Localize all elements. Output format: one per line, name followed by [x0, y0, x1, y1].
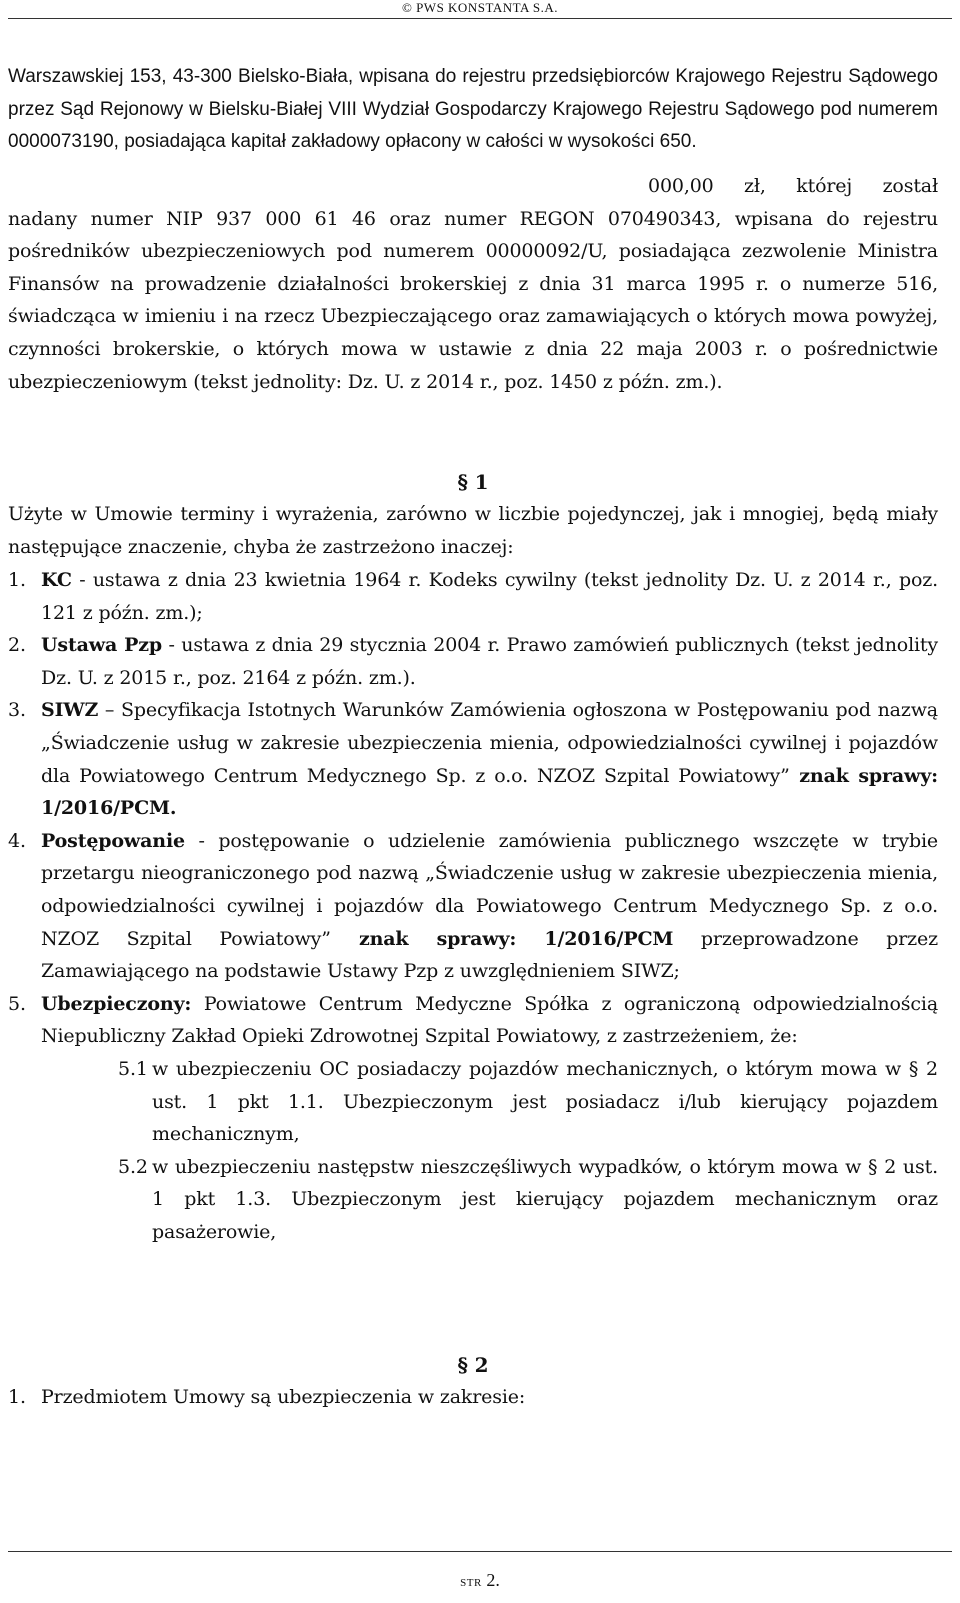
- item-body: [41, 564, 938, 629]
- section-2-list: [8, 1381, 938, 1414]
- item-case-number: znak sprawy: 1/2016/PCM.: [41, 764, 938, 820]
- item-text: – Specyfikacja Istotnych Warunków Zamówienia ogłoszona w Postępowaniu pod nazwą „Świadczenie usług w zakresie ubezpieczenia mienia, odpowiedzialności cywilnej i pojazdów dla Powiatowego Centrum Medycznego Sp. z o.o. NZOZ Szpital Powiatowy”: [41, 699, 938, 787]
- footer-divider: [8, 1551, 952, 1552]
- item-text-tail: przeprowadzone przez Zamawiającego na podstawie Ustawy Pzp z uwzględnieniem SIWZ;: [41, 927, 938, 983]
- sub-item-number: 5.2: [118, 1155, 148, 1178]
- item-case-number: znak sprawy: 1/2016/PCM: [330, 927, 674, 950]
- sub-item-text: w ubezpieczeniu następstw nieszczęśliwych wypadków, o którym mowa w § 2 ust. 1 pkt 1.3. Ubezpieczonym jest kierujący pojazdem mechanicznym oraz pasażerowie,: [152, 1155, 938, 1243]
- list-item: [8, 629, 938, 694]
- item-number: 2.: [8, 634, 26, 657]
- item-number: 3.: [8, 699, 26, 722]
- page-footer: [0, 1570, 960, 1591]
- item-number: 4.: [8, 829, 26, 852]
- item-body: [41, 694, 938, 824]
- item-term: KC: [41, 569, 72, 591]
- item-text: Przedmiotem Umowy są ubezpieczenia w zakresie:: [41, 1386, 526, 1408]
- item-term: Ustawa Pzp: [41, 634, 163, 657]
- intro-part1: Warszawskiej 153, 43-300 Bielsko-Biała, wpisana do rejestru przedsiębiorców Krajowego Rejestru Sądowego przez Sąd Rejonowy w Bielsku-Białej VIII Wydział Gospodarczy Krajowego Rejestru Sądowego pod numerem 0000073190, posiadająca kapitał zakładowy opłacony w całości w wysokości 650.: [8, 66, 938, 153]
- list-item: [8, 694, 938, 824]
- item-number: 5.: [8, 992, 26, 1015]
- item-text: - postępowanie o udzielenie zamówienia publicznego wszczęte w trybie przetargu nieograniczonego pod nazwą „Świadczenie usług w zakresie ubezpieczenia mienia, odpowiedzialności cywilnej i pojazdów dla Powiatowego Centrum Medycznego Sp. z o.o. NZOZ Szpital Powiatowy”: [41, 829, 938, 950]
- sub-list-item: [118, 1053, 938, 1151]
- copyright-text: © PWS KONSTANTA S.A.: [401, 0, 559, 15]
- intro-paragraph: [8, 61, 938, 159]
- section-1-intro: Użyte w Umowie terminy i wyrażenia, zarówno w liczbie pojedynczej, jak i mnogiej, będą miały następujące znaczenie, chyba że zastrzeżono inaczej:: [8, 503, 938, 558]
- item-number: 1.: [8, 1386, 26, 1408]
- item-body: [41, 825, 938, 988]
- page-header: [8, 0, 952, 19]
- sub-item-text: w ubezpieczeniu OC posiadaczy pojazdów mechanicznych, o którym mowa w § 2 ust. 1 pkt 1.1. Ubezpieczonym jest posiadacz i/lub kierujący pojazdem mechanicznym,: [152, 1057, 938, 1146]
- item-text: - ustawa z dnia 23 kwietnia 1964 r. Kodeks cywilny (tekst jednolity Dz. U. z 2014 r., poz. 121 z późn. zm.);: [41, 569, 938, 624]
- item-body: [41, 629, 938, 694]
- sub-list-item: [118, 1151, 938, 1249]
- item-term: Postępowanie: [41, 829, 185, 852]
- list-item: [8, 1381, 938, 1414]
- intro-part2: 000,00 zł, której został nadany numer NIP 937 000 61 46 oraz numer REGON 070490343, wpisana do rejestru pośredników ubezpieczeniowych pod numerem 00000092/U, posiadająca zezwolenie Ministra Finansów na prowadzenie działalności brokerskiej z dnia 31 marca 1995 r. o numerze 516, świadcząca w imieniu i na rzecz Ubezpieczającego oraz zamawiających o których mowa powyżej, czynności brokerskie, o których mowa w ustawie z dnia 22 maja 2003 r. o pośrednictwie ubezpieczeniowym (tekst jednolity: Dz. U. z 2014 r., poz. 1450 z późn. zm.).: [8, 175, 938, 393]
- page-number: 2.: [481, 1570, 500, 1590]
- section-2-title: § 2: [457, 1353, 489, 1377]
- intro-paragraph-cont: [8, 170, 938, 398]
- list-item: [8, 988, 938, 1053]
- item-body: [41, 988, 938, 1053]
- definitions-list: [8, 564, 938, 1248]
- sub-item-number: 5.1: [118, 1057, 148, 1080]
- list-item: [8, 825, 938, 988]
- section-1-title: § 1: [457, 470, 489, 494]
- item-term: SIWZ: [41, 699, 99, 722]
- list-item: [8, 564, 938, 629]
- item-text: - ustawa z dnia 29 stycznia 2004 r. Prawo zamówień publicznych (tekst jednolity Dz. U. z 2015 r., poz. 2164 z późn. zm.).: [41, 634, 938, 689]
- item-term: Ubezpieczony:: [41, 992, 192, 1015]
- item-text: Powiatowe Centrum Medyczne Spółka z ograniczoną odpowiedzialnością Niepubliczny Zakład Opieki Zdrowotnej Szpital Powiatowy, z zastrzeżeniem, że:: [41, 992, 938, 1048]
- page-prefix: STR: [460, 1577, 482, 1589]
- item-number: 1.: [8, 569, 26, 591]
